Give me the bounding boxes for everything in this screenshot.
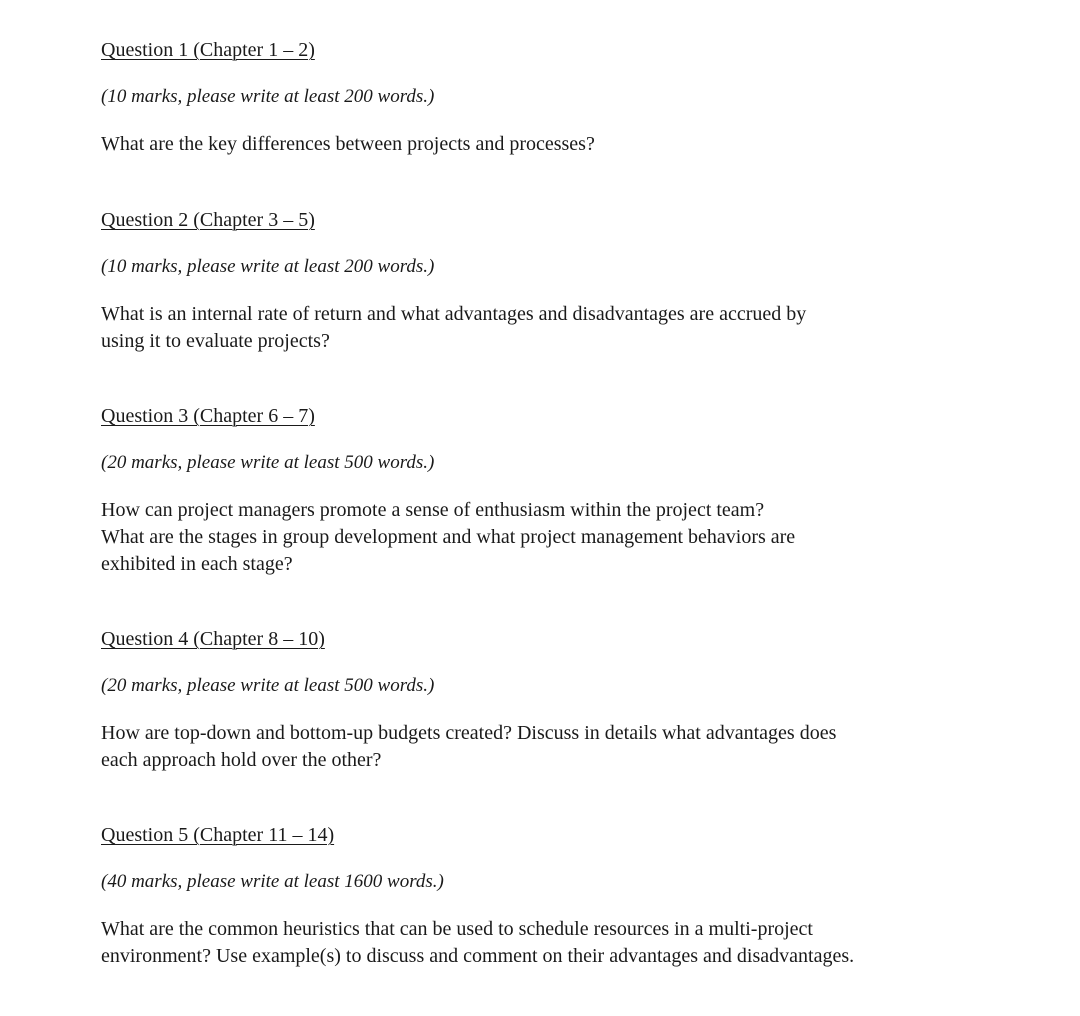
question-heading: Question 4 (Chapter 8 – 10) <box>101 628 325 650</box>
question-text: How are top-down and bottom-up budgets created? Discuss in details what advantages does each approach hold over the other? <box>101 722 837 771</box>
question-marks: (10 marks, please write at least 200 words.) <box>101 86 435 107</box>
question-heading: Question 5 (Chapter 11 – 14) <box>101 824 335 846</box>
question-text: What is an internal rate of return and what advantages and disadvantages are accrued by using it to evaluate projects? <box>101 303 807 352</box>
question-marks: (10 marks, please write at least 200 words.) <box>101 256 435 277</box>
question-marks: (20 marks, please write at least 500 words.) <box>101 675 435 696</box>
question-heading: Question 3 (Chapter 6 – 7) <box>101 405 315 427</box>
question-heading: Question 2 (Chapter 3 – 5) <box>101 209 315 231</box>
question-text: What are the key differences between projects and processes? <box>101 133 595 155</box>
question-marks: (20 marks, please write at least 500 words.) <box>101 452 435 473</box>
question-heading: Question 1 (Chapter 1 – 2) <box>101 39 315 61</box>
question-marks: (40 marks, please write at least 1600 words.) <box>101 871 444 892</box>
question-text: What are the common heuristics that can be used to schedule resources in a multi-project environment? Use example(s) to discuss and comment on their advantages and disadvantages. <box>101 918 855 967</box>
question-text: How can project managers promote a sense of enthusiasm within the project team? What are the stages in group development and what project management behaviors are exhibited in each stage? <box>101 499 796 575</box>
